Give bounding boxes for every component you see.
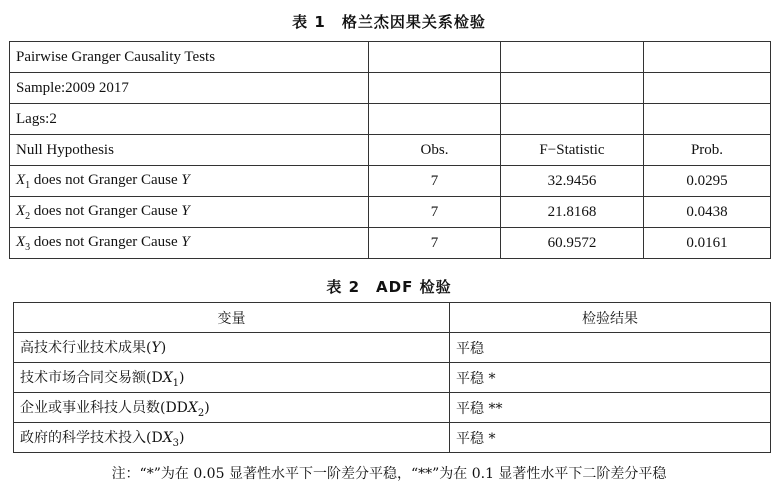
result-cell: 平稳: [450, 333, 771, 363]
table-row: [10, 73, 771, 104]
variable-cell: 企业或事业科技人员数$(DDX_2)$: [14, 393, 450, 423]
header-obs: Obs.: [369, 135, 501, 166]
meta-cell: Sample:2009 2017: [10, 73, 369, 104]
table-row: [10, 166, 771, 197]
obs-cell: 7: [369, 166, 501, 197]
result-cell: 平稳 *: [450, 363, 771, 393]
prob-cell: 0.0438: [644, 197, 771, 228]
table-row: [10, 197, 771, 228]
table-row: [14, 393, 771, 423]
header-variable: 变量: [14, 303, 450, 333]
table1-caption: 表 1 格兰杰因果关系检验: [292, 13, 486, 31]
table-header-row: [10, 135, 771, 166]
meta-cell: Pairwise Granger Causality Tests: [10, 42, 369, 73]
header-null-hypothesis: Null Hypothesis: [10, 135, 369, 166]
footnote: 注：“*”为在 0.05 显著性水平下一阶差分平稳，“**”为在 0.1 显著性水平下二阶差分平稳: [111, 466, 667, 482]
table2-caption: 表 2 ADF 检验: [326, 278, 452, 296]
table-row: [14, 363, 771, 393]
f-statistic-cell: 60.9572: [501, 228, 644, 259]
table-row: [14, 423, 771, 453]
table-row: [10, 42, 771, 73]
obs-cell: 7: [369, 197, 501, 228]
adf-test-table: [13, 302, 771, 453]
hypothesis-cell: $X_2$ does not Granger Cause Y: [10, 197, 369, 228]
variable-cell: 技术市场合同交易额$(DX_1)$: [14, 363, 450, 393]
result-cell: 平稳 **: [450, 393, 771, 423]
table-row: [14, 333, 771, 363]
table-row: [10, 104, 771, 135]
hypothesis-cell: $X_3$ does not Granger Cause Y: [10, 228, 369, 259]
obs-cell: 7: [369, 228, 501, 259]
header-f-statistic: F−Statistic: [501, 135, 644, 166]
header-result: 检验结果: [450, 303, 771, 333]
table-row: [10, 228, 771, 259]
variable-cell: 高技术行业技术成果(Y): [14, 333, 450, 363]
prob-cell: 0.0161: [644, 228, 771, 259]
header-prob: Prob.: [644, 135, 771, 166]
table-header-row: [14, 303, 771, 333]
meta-cell: Lags:2: [10, 104, 369, 135]
f-statistic-cell: 32.9456: [501, 166, 644, 197]
granger-causality-table: [9, 41, 771, 259]
hypothesis-cell: $X_1$ does not Granger Cause Y: [10, 166, 369, 197]
f-statistic-cell: 21.8168: [501, 197, 644, 228]
prob-cell: 0.0295: [644, 166, 771, 197]
result-cell: 平稳 *: [450, 423, 771, 453]
variable-cell: 政府的科学技术投入$(DX_3)$: [14, 423, 450, 453]
